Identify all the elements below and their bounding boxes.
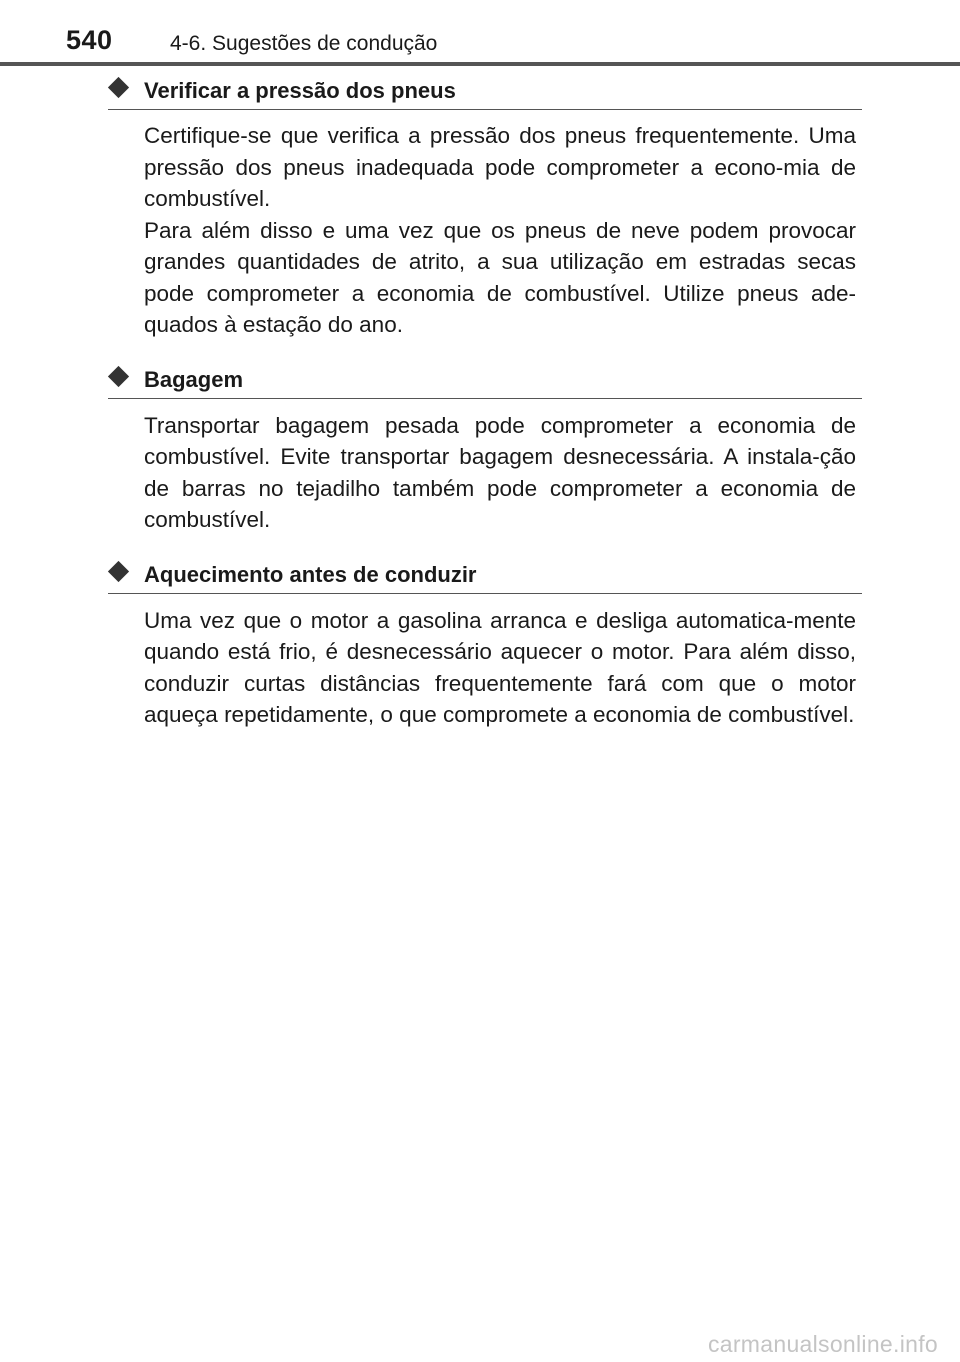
page-content (0, 66, 960, 731)
paragraph: Transportar bagagem pesada pode comprometer a economia de combustível. Evite transportar bagagem desnecessária. A instala-ção de barras no tejadilho também pode comprometer a economia de combustível. (144, 412, 856, 532)
section-heading-row (108, 550, 862, 594)
section-luggage (0, 355, 960, 536)
section-heading-row (108, 355, 862, 399)
paragraph: Para além disso e uma vez que os pneus de neve podem provocar grandes quantidades de atrito, a sua utilização em estradas secas pode comprometer a economia de combustível. Utilize pneus ade-quados à estação do ano. (144, 217, 856, 337)
section-heading-row (108, 66, 862, 110)
paragraph: Certifique-se que verifica a pressão dos pneus frequentemente. Uma pressão dos pneus inadequada pode comprometer a econo-mia de combustível. (144, 123, 856, 211)
page-number: 540 (66, 25, 113, 55)
diamond-icon (108, 365, 129, 386)
section-warm-up (0, 550, 960, 731)
diamond-icon (108, 77, 129, 98)
watermark: carmanualsonline.info (707, 1331, 938, 1357)
paragraph: Uma vez que o motor a gasolina arranca e desliga automatica-mente quando está frio, é desnecessário aquecer o motor. Para além disso, conduzir curtas distâncias frequentemente fará com que o motor aqueça repetidamente, o que compromete a economia de combustível. (144, 607, 856, 727)
section-heading: Aquecimento antes de conduzir (144, 561, 477, 587)
chapter-section-title: 4-6. Sugestões de condução (170, 32, 438, 55)
diamond-icon (108, 560, 129, 581)
section-heading: Bagagem (144, 366, 244, 392)
page-header (0, 0, 960, 66)
section-heading: Verificar a pressão dos pneus (144, 78, 456, 103)
section-tire-pressure (0, 66, 960, 341)
